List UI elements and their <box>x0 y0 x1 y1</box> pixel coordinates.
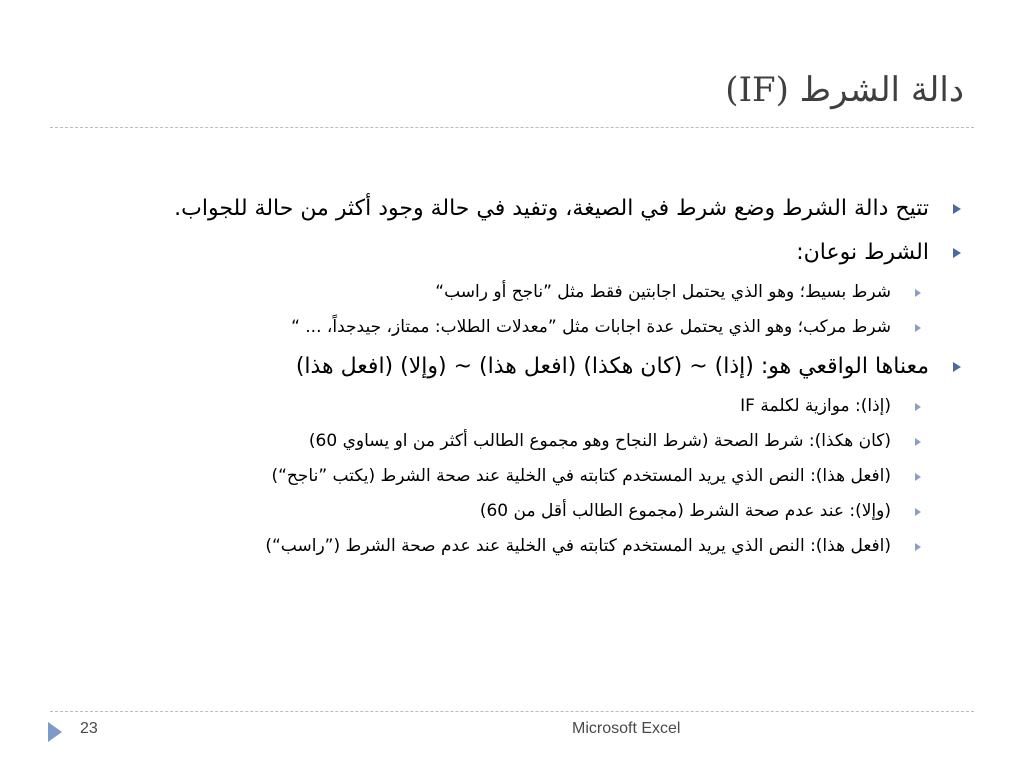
sub-bullet-text: (افعل هذا): النص الذي يريد المستخدم كتابته في الخلية عند عدم صحة الشرط (”راسب“) <box>265 536 891 556</box>
sub-bullet-item <box>59 394 891 419</box>
sub-bullet-triangle-icon <box>915 289 921 297</box>
bullet-text: تتيح دالة الشرط وضع شرط في الصيغة، وتفيد في حالة وجود أكثر من حالة للجواب. <box>174 196 929 221</box>
bullet-item <box>59 350 929 384</box>
sub-bullet-text: شرط مركب؛ وهو الذي يحتمل عدة اجابات مثل ”معدلات الطلاب: ممتاز، جيدجداً، ... “ <box>291 317 891 337</box>
sub-bullet-text: (إذا): موازية لكلمة IF <box>740 396 891 416</box>
sub-bullet-triangle-icon <box>915 403 921 411</box>
sub-bullet-text: شرط بسيط؛ وهو الذي يحتمل اجابتين فقط مثل ”ناجح أو راسب“ <box>435 282 891 302</box>
footer-arrow-icon <box>48 722 62 742</box>
bullet-triangle-icon <box>953 362 961 372</box>
bullet-triangle-icon <box>953 248 961 258</box>
bullet-triangle-icon <box>953 204 961 214</box>
sub-bullet-triangle-icon <box>915 543 921 551</box>
sub-bullet-item <box>59 464 891 489</box>
bullet-item <box>59 192 929 226</box>
bullet-item <box>59 236 929 270</box>
sub-bullet-text: (كان هكذا): شرط الصحة (شرط النجاح وهو مجموع الطالب أكثر من او يساوي 60) <box>308 431 891 451</box>
slide-title: دالة الشرط (IF) <box>725 70 964 110</box>
slide-body <box>59 192 929 569</box>
sub-bullet-item <box>59 534 891 559</box>
page-number: 23 <box>80 720 98 737</box>
bullet-text: معناها الواقعي هو: (إذا) ~ (كان هكذا) (افعل هذا) ~ (وإلا) (افعل هذا) <box>295 354 929 379</box>
sub-bullet-triangle-icon <box>915 324 921 332</box>
sub-bullet-text: (افعل هذا): النص الذي يريد المستخدم كتابته في الخلية عند صحة الشرط (يكتب ”ناجح“) <box>271 466 891 486</box>
sub-bullet-triangle-icon <box>915 473 921 481</box>
title-divider <box>50 127 974 128</box>
footer-divider <box>50 711 974 712</box>
sub-bullet-text: (وإلا): عند عدم صحة الشرط (مجموع الطالب أقل من 60) <box>479 501 891 521</box>
sub-bullet-item <box>59 499 891 524</box>
sub-bullet-item <box>59 315 891 340</box>
sub-bullet-triangle-icon <box>915 438 921 446</box>
sub-bullet-triangle-icon <box>915 508 921 516</box>
sub-bullet-item <box>59 429 891 454</box>
bullet-text: الشرط نوعان: <box>796 240 929 265</box>
footer-app-name: Microsoft Excel <box>572 720 681 737</box>
sub-bullet-item <box>59 280 891 305</box>
